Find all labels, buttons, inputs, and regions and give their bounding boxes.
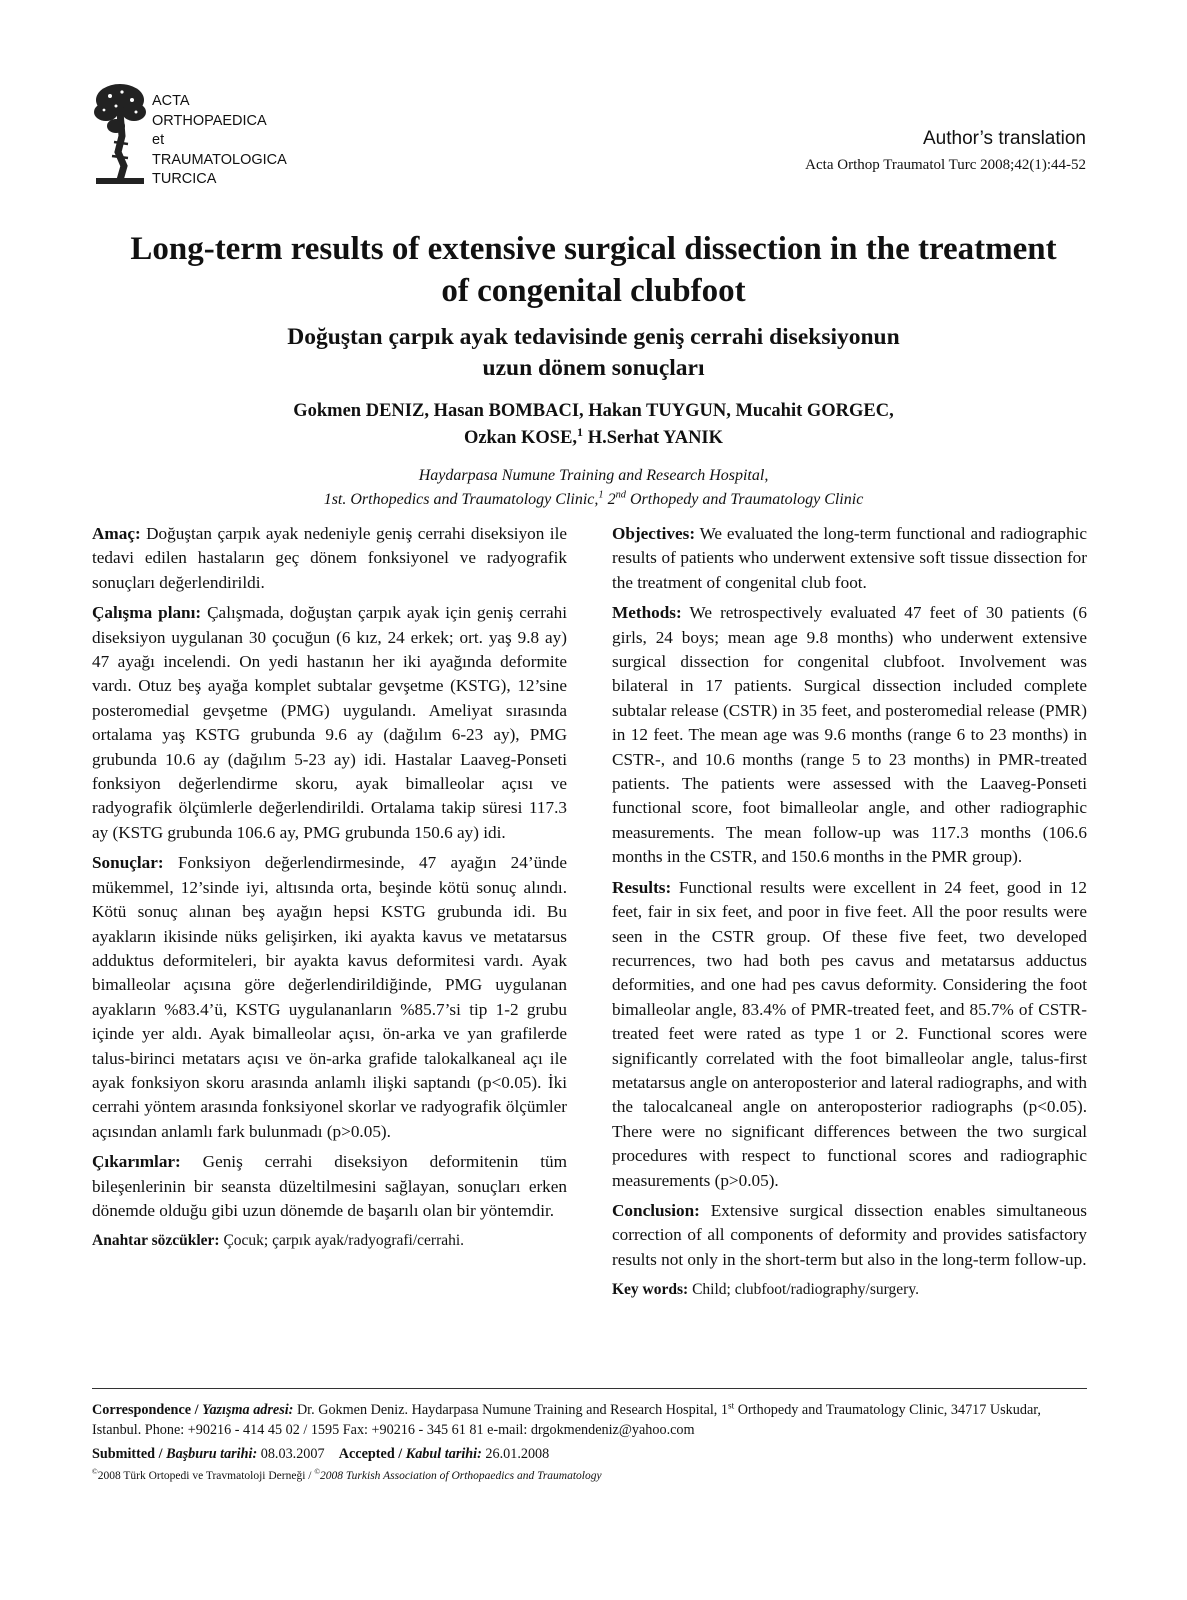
journal-logo bbox=[92, 82, 392, 192]
correspondence bbox=[92, 1400, 1087, 1440]
copyright-symbol: © bbox=[92, 1467, 98, 1477]
section-label: Amaç: bbox=[92, 524, 141, 543]
submitted-date: 08.03.2007 bbox=[257, 1446, 325, 1462]
abstract-section-sonuclar bbox=[92, 851, 567, 1144]
correspondence-text: Orthopedy and Traumatology Clinic, 34717 Uskudar, Istanbul. Phone: +90216 - 414 45 02 / 1595 Fax: +90216 - 345 61 81 e-mail: drgokmendeniz@yahoo.com bbox=[92, 1402, 1041, 1438]
section-label: Methods: bbox=[612, 603, 682, 623]
submission-dates bbox=[92, 1444, 1087, 1464]
article-title bbox=[60, 228, 1127, 312]
submitted-label: Submitted / bbox=[92, 1446, 167, 1462]
affiliation-marker: 1 bbox=[598, 489, 604, 501]
section-text: Functional results were excellent in 24 feet, good in 12 feet, fair in six feet, and poor in five feet. All the poor results were seen in the CSTR group. Of these five feet, two developed recurrences, two had both pes cavus and metatarsus adductus deformities, and one had pes cavus deformity. Considering the foot bimalleolar angle, 83.4% of PMR-treated feet, and 85.7% of CSTR-treated feet were rated as type 1 or 2. Functional scores were significantly correlated with the foot bimalleolar angle, talus-first metatarsus angle on anteroposterior and lateral radiographs, and with the talocalcaneal angle on anteroposterior radiographs (p<0.05). There were no significant differences between the two surgical procedures with respect to functional scores and radiographic measurements (p>0.05). bbox=[612, 877, 1087, 1190]
keywords-text: Child; clubfoot/radiography/surgery. bbox=[688, 1281, 919, 1299]
correspondence-text: Dr. Gokmen Deniz. Haydarpasa Numune Training and Research Hospital, 1 bbox=[293, 1402, 728, 1418]
abstract-section-amac bbox=[92, 522, 567, 595]
correspondence-label-tr: Yazışma adresi: bbox=[202, 1402, 294, 1418]
copyright-tr: 2008 Türk Ortopedi ve Travmatoloji Derneği / bbox=[97, 1470, 315, 1482]
section-text: Geniş cerrahi diseksiyon deformitenin tüm bileşenlerinin bir seansta düzeltilmesini sağlayan, sonuçları erken dönemde olduğu gibi uzun dönemde de başarılı olan bir yöntemdir. bbox=[92, 1152, 567, 1220]
affiliation-marker: 1 bbox=[577, 424, 584, 439]
affiliation-text: Orthopedy and Traumatology Clinic bbox=[625, 491, 864, 508]
section-text: We evaluated the long-term functional and radiographic results of patients who underwent extensive soft tissue dissection for the treatment of congenital club foot. bbox=[612, 524, 1087, 592]
section-label: Çalışma planı: bbox=[92, 603, 202, 623]
section-text: Doğuştan çarpık ayak nedeniyle geniş cerrahi diseksiyon ile tedavi edilen hastaların geç dönem fonksiyonel ve radyografik sonuçları değerlendirildi. bbox=[92, 524, 567, 592]
affiliation-text: 1st. Orthopedics and Traumatology Clinic, bbox=[323, 491, 599, 508]
abstract-section-conclusion bbox=[612, 1199, 1087, 1272]
abstract-section-objectives bbox=[612, 522, 1087, 595]
ordinal-suffix: st bbox=[728, 1400, 735, 1411]
abstract-section-results bbox=[612, 876, 1087, 1193]
section-label: Objectives: bbox=[612, 524, 696, 543]
section-text: Extensive surgical dissection enables simultaneous correction of all components of deformity and provides satisfactory results not only in the short-term but also in the long-term follow-up. bbox=[612, 1200, 1087, 1269]
logo-line: TRAUMATOLOGICA bbox=[152, 151, 287, 168]
accepted-label-tr: Kabul tarihi: bbox=[405, 1446, 482, 1462]
citation: Acta Orthop Traumatol Turc 2008;42(1):44-52 bbox=[805, 157, 1086, 173]
logo-line: TURCICA bbox=[152, 171, 217, 187]
title-line: Long-term results of extensive surgical dissection in the treatment bbox=[130, 231, 1057, 267]
subtitle-line: Doğuştan çarpık ayak tedavisinde geniş cerrahi diseksiyonun bbox=[287, 324, 900, 350]
keywords-english bbox=[612, 1278, 1087, 1302]
subtitle-line: uzun dönem sonuçları bbox=[482, 355, 705, 381]
copyright-en: 2008 Turkish Association of Orthopaedics and Traumatology bbox=[320, 1470, 602, 1482]
author: Ozkan KOSE, bbox=[463, 428, 578, 448]
accepted-label: Accepted / bbox=[338, 1446, 406, 1462]
authors-translation-label: Author’s translation bbox=[922, 128, 1086, 149]
section-label: Results: bbox=[612, 877, 672, 897]
affiliation-text: 2 bbox=[603, 491, 616, 508]
journal-name bbox=[152, 92, 287, 190]
abstract-section-plan bbox=[92, 601, 567, 845]
section-text: We retrospectively evaluated 47 feet of 30 patients (6 girls, 24 boys; mean age 9.8 months) who underwent extensive surgical dissection for congenital clubfoot. Involvement was bilateral in 17 patients. Surgical dissection included complete subtalar release (CSTR) in 35 feet, and posteromedial release (PMR) in 12 feet. The mean age was 9.6 months (range 6 to 23 months) in CSTR-, and 10.6 months (range 5 to 23 months) in PMR-treated patients. The patients were assessed with the Laaveg-Ponseti functional score, foot bimalleolar angle, and other radiographic measurements. The mean follow-up was 117.3 months (106.6 months in the CSTR, and 150.6 months in the PMR group). bbox=[612, 603, 1087, 867]
section-text: Çalışmada, doğuştan çarpık ayak için geniş cerrahi diseksiyon uygulanan 30 çocuğun (6 kız, 24 erkek; ort. yaş 9.8 ay) 47 ayağı incelendi. On yedi hastanın her iki ayağında deformite vardı. Otuz beş ayağa komplet subtalar gevşetme (KSTG), 12’sine posteromedial gevşetme (PMG) uygulandı. Ameliyat sırasında ortalama yaş KSTG grubunda 9.6 ay (dağılım 6-23 ay), PMG grubunda 10.6 ay (dağılım 5-23 ay) idi. Hastalar Laaveg-Ponseti fonksiyon değerlendirme skoru, ayak bimalleolar açısı ve radyografik ölçümlerle değerlendirildi. Ortalama takip süresi 117.3 ay (KSTG grubunda 106.6 ay, PMG grubunda 150.6 ay) idi. bbox=[92, 603, 567, 842]
keywords-turkish bbox=[92, 1229, 567, 1253]
section-text: Fonksiyon değerlendirmesinde, 47 ayağın 24’ünde mükemmel, 12’sinde iyi, altısında orta, beşinde kötü sonuç alındı. Kötü sonuç alınan beş ayağın hepsi KSTG grubunda idi. Bu ayakların ikisinde nüks gelişirken, iki ayakta kavus ve metatarsus adduktus deformiteleri, bir ayakta kavus deformitesi vardı. Ayak bimalleolar açısına göre değerlendirildiğinde, PMG uygulanan ayakların %83.4’ü, KSTG uygulananların %85.7’si tip 1-2 grubu içinde yer aldı. Ayak bimalleolar açısı, ön-arka ve yan grafilerde talus-birinci metatars açısı ve ön-arka grafide talokalkaneal açı ile ayak fonksiyon skoru arasında anlamlı ilişki saptandı (p<0.05). İki cerrahi yöntem arasında fonksiyonel skorlar ve radyografik ölçümler açısından anlamlı fark bulunmadı (p>0.05). bbox=[92, 853, 567, 1141]
title-line: of congenital clubfoot bbox=[441, 273, 746, 309]
article-title-turkish bbox=[60, 322, 1127, 384]
author-list bbox=[60, 398, 1127, 452]
affiliation-line bbox=[60, 488, 1127, 512]
affiliation bbox=[60, 464, 1127, 512]
ordinal-suffix: nd bbox=[615, 489, 626, 501]
copyright-symbol: © bbox=[314, 1467, 321, 1477]
abstract-turkish bbox=[92, 522, 567, 1260]
logo-line: ORTHOPAEDICA bbox=[152, 112, 267, 129]
accepted-date: 26.01.2008 bbox=[481, 1446, 550, 1462]
footer-divider bbox=[92, 1388, 1087, 1389]
affiliation-line: Haydarpasa Numune Training and Research Hospital, bbox=[418, 467, 769, 484]
keywords-label: Key words: bbox=[612, 1281, 689, 1299]
correspondence-label: Correspondence / bbox=[92, 1402, 203, 1418]
abstract-section-methods bbox=[612, 601, 1087, 869]
abstract-section-cikarimlar bbox=[92, 1150, 567, 1223]
keywords-text: Çocuk; çarpık ayak/radyografi/cerrahi. bbox=[219, 1232, 465, 1250]
section-label: Çıkarımlar: bbox=[92, 1152, 181, 1172]
logo-line: ACTA bbox=[152, 93, 190, 109]
section-label: Sonuçlar: bbox=[92, 853, 164, 873]
logo-line: et bbox=[152, 132, 165, 148]
authors-line bbox=[60, 425, 1127, 452]
submitted-label-tr: Başburu tarihi: bbox=[166, 1446, 258, 1462]
abstract-english bbox=[612, 522, 1087, 1309]
author: H.Serhat YANIK bbox=[583, 428, 724, 448]
keywords-label: Anahtar sözcükler: bbox=[92, 1232, 220, 1250]
copyright bbox=[92, 1466, 1087, 1486]
tree-logo-icon bbox=[92, 82, 148, 186]
section-label: Conclusion: bbox=[612, 1200, 700, 1220]
authors-line: Gokmen DENIZ, Hasan BOMBACI, Hakan TUYGUN, Mucahit GORGEC, bbox=[293, 401, 894, 421]
